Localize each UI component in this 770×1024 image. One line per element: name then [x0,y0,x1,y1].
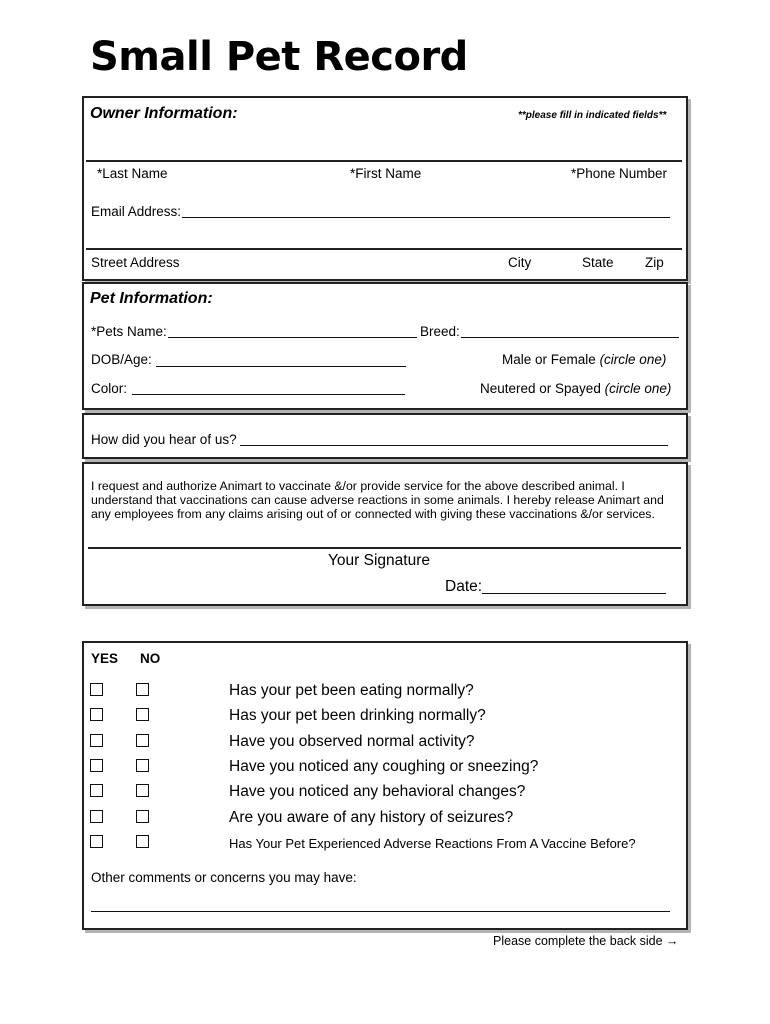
color-field[interactable] [132,394,405,395]
last-name-label: *Last Name [97,166,168,181]
comments-field[interactable] [91,911,670,912]
q2-yes-checkbox[interactable] [90,708,103,721]
referral-field[interactable] [240,445,668,446]
neuter-hint: (circle one) [604,381,672,396]
q5-yes-checkbox[interactable] [90,784,103,797]
neuter-options: Neutered or Spayed [480,381,601,396]
date-field[interactable] [482,593,666,594]
q1-yes-checkbox[interactable] [90,683,103,696]
state-label: State [582,255,614,270]
email-label: Email Address: [91,204,182,219]
dob-age-field[interactable] [156,366,406,367]
neuter-choice[interactable] [480,381,671,397]
question-drinking: Has your pet been drinking normally? [229,707,486,724]
question-activity: Have you observed normal activity? [229,733,475,750]
dob-age-label: DOB/Age: [91,352,152,367]
sex-hint: (circle one) [599,352,667,367]
question-seizures: Are you aware of any history of seizures? [229,809,514,826]
q6-no-checkbox[interactable] [136,810,149,823]
owner-divider-2 [86,248,682,250]
zip-label: Zip [645,255,664,270]
pet-info-heading: Pet Information: [90,290,213,307]
q1-no-checkbox[interactable] [136,683,149,696]
owner-divider-1 [86,160,682,162]
street-address-label: Street Address [91,255,180,270]
required-fields-note: **please fill in indicated fields** [518,110,667,121]
q3-no-checkbox[interactable] [136,734,149,747]
q7-no-checkbox[interactable] [136,835,149,848]
pet-name-field[interactable] [168,337,417,338]
date-label: Date: [445,578,483,595]
q4-no-checkbox[interactable] [136,759,149,772]
breed-field[interactable] [461,337,679,338]
no-column-header: NO [140,651,161,666]
owner-info-heading: Owner Information: [90,105,238,122]
page-title: Small Pet Record [90,34,468,80]
yes-column-header: YES [91,651,119,666]
owner-info-box [82,96,688,281]
breed-label: Breed: [420,324,460,339]
question-eating: Has your pet been eating normally? [229,682,474,699]
q3-yes-checkbox[interactable] [90,734,103,747]
city-label: City [508,255,532,270]
color-label: Color: [91,381,128,396]
question-behavior: Have you noticed any behavioral changes? [229,783,526,800]
email-field[interactable] [182,217,670,218]
comments-label: Other comments or concerns you may have: [91,870,357,885]
q5-no-checkbox[interactable] [136,784,149,797]
signature-label: Your Signature [328,552,430,569]
sex-choice[interactable] [502,352,666,368]
consent-text: I request and authorize Animart to vaccinate &/or provide service for the above described animal. I understand that vaccinations can cause adverse reactions in some animals. I hereby release Animart and any employees from any claims arising out of or connected with giving these vaccinations &/or services. [91,479,664,521]
back-side-note: Please complete the back side → [493,934,679,948]
pet-name-label: *Pets Name: [91,324,167,339]
first-name-label: *First Name [350,166,422,181]
q2-no-checkbox[interactable] [136,708,149,721]
q4-yes-checkbox[interactable] [90,759,103,772]
referral-label: How did you hear of us? [91,432,237,447]
q7-yes-checkbox[interactable] [90,835,103,848]
phone-number-label: *Phone Number [571,166,668,181]
question-coughing: Have you noticed any coughing or sneezing? [229,758,539,775]
sex-options: Male or Female [502,352,596,367]
question-vaccine-reactions: Has Your Pet Experienced Adverse Reactions From A Vaccine Before? [229,836,636,851]
q6-yes-checkbox[interactable] [90,810,103,823]
signature-line[interactable] [88,547,681,549]
